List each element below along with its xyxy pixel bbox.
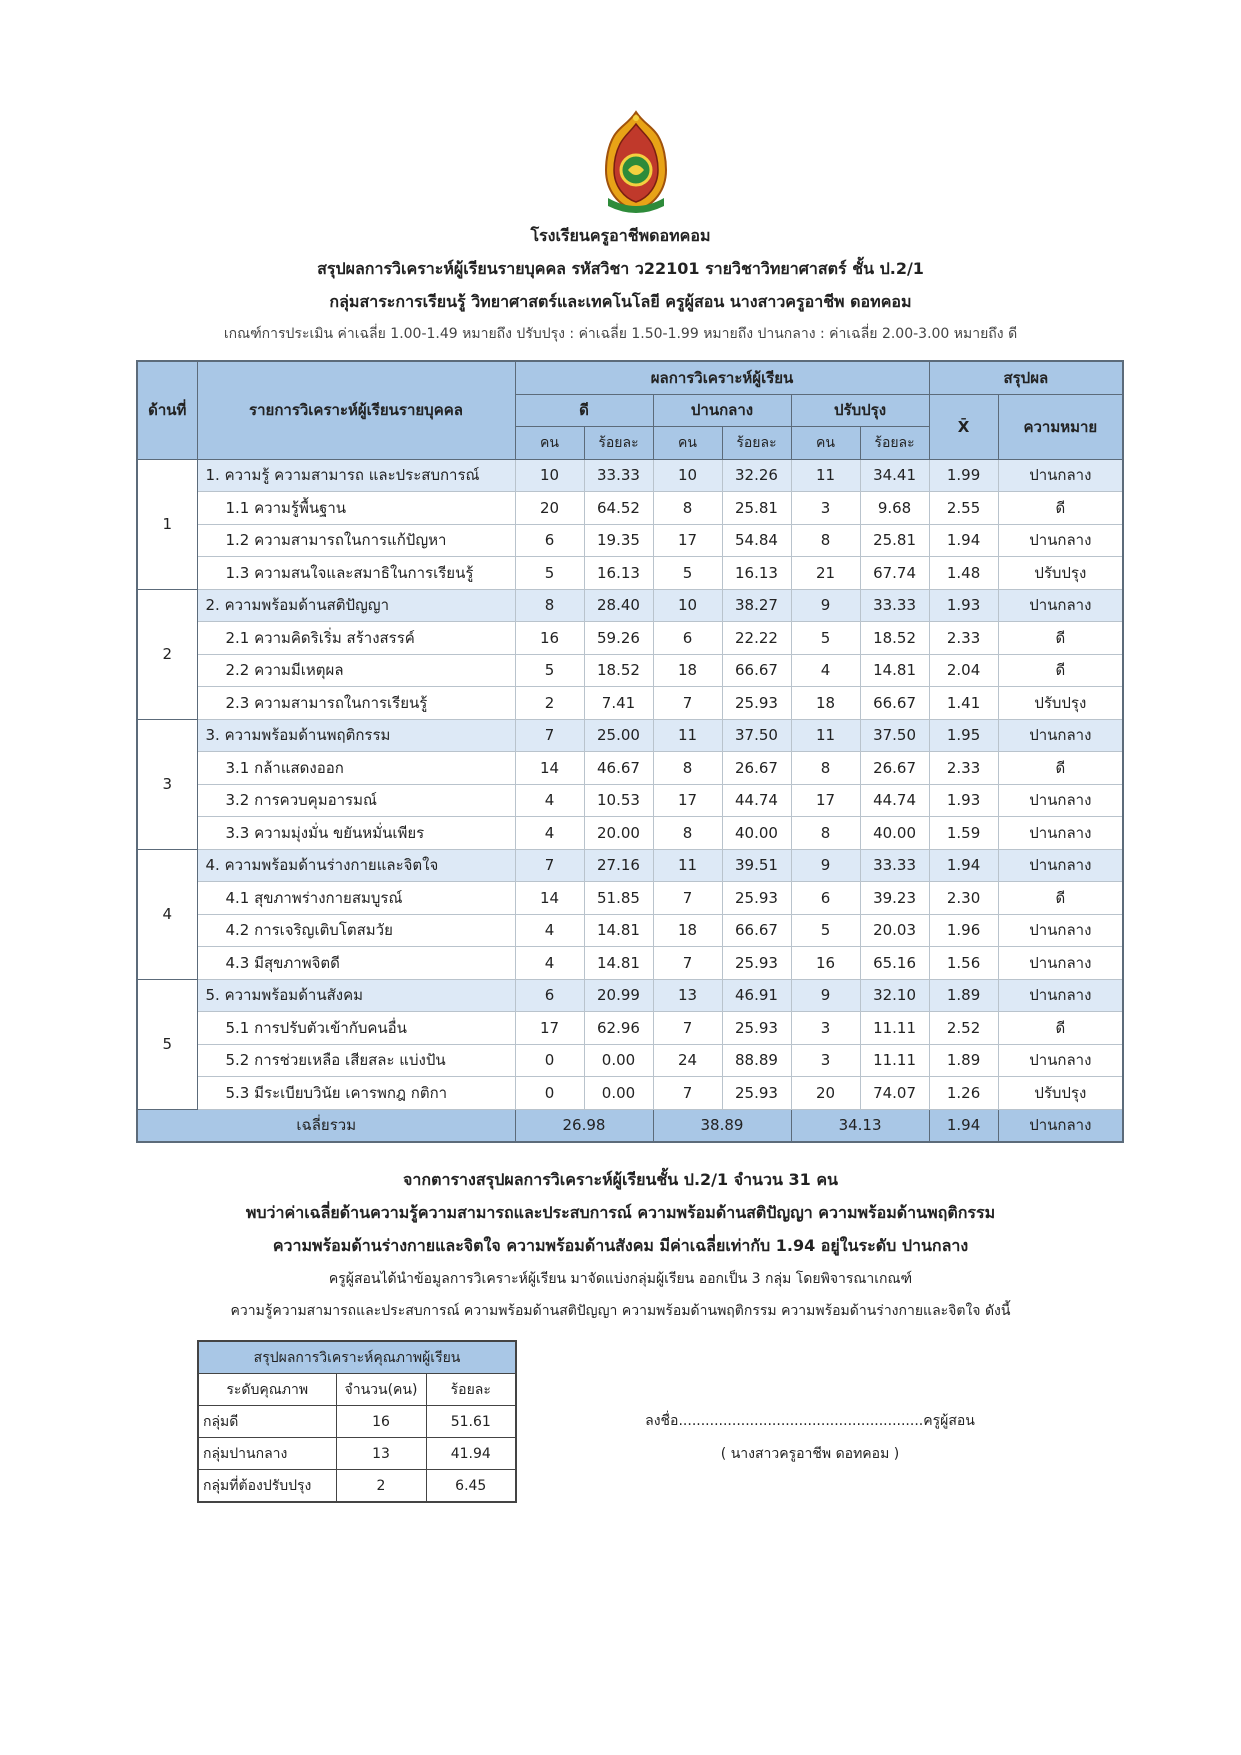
summary-line-2: พบว่าค่าเฉลี่ยด้านความรู้ความสามารถและประสบการณ์ ความพร้อมด้านสติปัญญา ความพร้อมด้านพฤติกรรม — [245, 1203, 996, 1222]
count-cell: 10 — [515, 459, 584, 492]
item-label: 5.3 มีระเบียบวินัย เคารพกฎ กติกา — [197, 1077, 515, 1110]
count-cell: 17 — [653, 784, 722, 817]
item-row — [137, 1012, 1123, 1045]
count-cell: 18 — [791, 687, 860, 720]
percent-cell: 19.35 — [584, 524, 653, 557]
quality-percent: 41.94 — [426, 1438, 516, 1470]
count-cell: 7 — [653, 1077, 722, 1110]
side-number: 3 — [137, 719, 197, 849]
percent-cell: 25.93 — [722, 1012, 791, 1045]
average-mid: 38.89 — [653, 1109, 791, 1142]
percent-cell: 65.16 — [860, 947, 929, 980]
count-cell: 4 — [515, 914, 584, 947]
quality-level: กลุ่มดี — [198, 1406, 336, 1438]
percent-cell: 66.67 — [722, 914, 791, 947]
count-header: คน — [653, 427, 722, 460]
level-good-header: ดี — [515, 394, 653, 427]
quality-count: 13 — [336, 1438, 426, 1470]
quality-level-header: ระดับคุณภาพ — [198, 1374, 336, 1406]
percent-cell: 11.11 — [860, 1012, 929, 1045]
percent-cell: 34.41 — [860, 459, 929, 492]
item-label: 4.1 สุขภาพร่างกายสมบูรณ์ — [197, 882, 515, 915]
count-cell: 21 — [791, 557, 860, 590]
mean-cell: 1.89 — [929, 1044, 998, 1077]
mean-cell: 1.95 — [929, 719, 998, 752]
meaning-cell: ดี — [998, 622, 1123, 655]
item-label: 1.1 ความรู้พื้นฐาน — [197, 492, 515, 525]
percent-cell: 14.81 — [860, 654, 929, 687]
count-cell: 5 — [515, 557, 584, 590]
count-cell: 11 — [653, 849, 722, 882]
quality-level: กลุ่มปานกลาง — [198, 1438, 336, 1470]
item-row — [137, 1077, 1123, 1110]
percent-cell: 66.67 — [722, 654, 791, 687]
count-cell: 13 — [653, 979, 722, 1012]
meaning-cell: ปานกลาง — [998, 817, 1123, 850]
item-label: 2.2 ความมีเหตุผล — [197, 654, 515, 687]
percent-cell: 33.33 — [860, 589, 929, 622]
percent-cell: 46.67 — [584, 752, 653, 785]
percent-cell: 37.50 — [722, 719, 791, 752]
percent-cell: 25.81 — [722, 492, 791, 525]
item-label: 4.3 มีสุขภาพจิตดี — [197, 947, 515, 980]
count-cell: 8 — [653, 492, 722, 525]
col-item-header: รายการวิเคราะห์ผู้เรียนรายบุคคล — [197, 361, 515, 459]
count-cell: 10 — [653, 459, 722, 492]
mean-cell: 1.26 — [929, 1077, 998, 1110]
mean-cell: 1.89 — [929, 979, 998, 1012]
mean-cell: 1.96 — [929, 914, 998, 947]
count-cell: 11 — [653, 719, 722, 752]
count-cell: 4 — [515, 947, 584, 980]
mean-cell: 1.94 — [929, 849, 998, 882]
mean-cell: 2.30 — [929, 882, 998, 915]
count-cell: 8 — [515, 589, 584, 622]
count-cell: 8 — [653, 817, 722, 850]
percent-cell: 46.91 — [722, 979, 791, 1012]
count-cell: 18 — [653, 654, 722, 687]
quality-percent-header: ร้อยละ — [426, 1374, 516, 1406]
count-cell: 4 — [515, 817, 584, 850]
count-cell: 7 — [515, 849, 584, 882]
percent-cell: 39.51 — [722, 849, 791, 882]
mean-cell: 2.52 — [929, 1012, 998, 1045]
percent-cell: 67.74 — [860, 557, 929, 590]
summary-line-1: จากตารางสรุปผลการวิเคราะห์ผู้เรียนชั้น ป.2/1 จำนวน 31 คน — [403, 1170, 838, 1189]
quality-title: สรุปผลการวิเคราะห์คุณภาพผู้เรียน — [198, 1341, 516, 1374]
percent-cell: 39.23 — [860, 882, 929, 915]
meaning-cell: ดี — [998, 492, 1123, 525]
side-number: 1 — [137, 459, 197, 589]
meaning-cell: ดี — [998, 1012, 1123, 1045]
percent-cell: 7.41 — [584, 687, 653, 720]
item-label: 3. ความพร้อมด้านพฤติกรรม — [197, 719, 515, 752]
col-side-header: ด้านที่ — [137, 361, 197, 459]
item-row — [137, 557, 1123, 590]
percent-cell: 32.10 — [860, 979, 929, 1012]
percent-cell: 20.99 — [584, 979, 653, 1012]
mean-cell: 1.48 — [929, 557, 998, 590]
count-cell: 2 — [515, 687, 584, 720]
count-cell: 6 — [791, 882, 860, 915]
count-cell: 3 — [791, 1012, 860, 1045]
quality-percent: 6.45 — [426, 1470, 516, 1503]
meaning-cell: ปานกลาง — [998, 1044, 1123, 1077]
item-label: 3.1 กล้าแสดงออก — [197, 752, 515, 785]
mean-cell: 2.33 — [929, 752, 998, 785]
count-cell: 17 — [653, 524, 722, 557]
average-mean: 1.94 — [929, 1109, 998, 1142]
group-row — [137, 589, 1123, 622]
item-row — [137, 524, 1123, 557]
group-row — [137, 459, 1123, 492]
meaning-cell: ปานกลาง — [998, 849, 1123, 882]
item-row — [137, 492, 1123, 525]
quality-count: 2 — [336, 1470, 426, 1503]
percent-cell: 14.81 — [584, 947, 653, 980]
percent-cell: 16.13 — [584, 557, 653, 590]
mean-cell: 2.33 — [929, 622, 998, 655]
count-cell: 11 — [791, 459, 860, 492]
percent-cell: 18.52 — [860, 622, 929, 655]
count-cell: 8 — [653, 752, 722, 785]
col-summary-header: สรุปผล — [929, 361, 1123, 394]
percent-cell: 26.67 — [722, 752, 791, 785]
percent-cell: 25.93 — [722, 1077, 791, 1110]
percent-cell: 11.11 — [860, 1044, 929, 1077]
percent-cell: 9.68 — [860, 492, 929, 525]
item-row — [137, 1044, 1123, 1077]
percent-cell: 51.85 — [584, 882, 653, 915]
count-cell: 8 — [791, 817, 860, 850]
evaluation-criteria: เกณฑ์การประเมิน ค่าเฉลี่ย 1.00-1.49 หมายถึง ปรับปรุง : ค่าเฉลี่ย 1.50-1.99 หมายถึง ปานกลาง : ค่าเฉลี่ย 2.00-3.00 หมายถึง ดี — [223, 326, 1018, 342]
mean-cell: 1.99 — [929, 459, 998, 492]
average-good: 26.98 — [515, 1109, 653, 1142]
count-cell: 10 — [653, 589, 722, 622]
count-cell: 4 — [791, 654, 860, 687]
percent-cell: 88.89 — [722, 1044, 791, 1077]
meaning-cell: ปานกลาง — [998, 719, 1123, 752]
percent-cell: 0.00 — [584, 1044, 653, 1077]
count-header: คน — [515, 427, 584, 460]
count-cell: 5 — [791, 622, 860, 655]
average-meaning: ปานกลาง — [998, 1109, 1123, 1142]
item-label: 1. ความรู้ ความสามารถ และประสบการณ์ — [197, 459, 515, 492]
item-label: 2. ความพร้อมด้านสติปัญญา — [197, 589, 515, 622]
quality-table — [197, 1340, 517, 1503]
item-label: 5. ความพร้อมด้านสังคม — [197, 979, 515, 1012]
item-row — [137, 752, 1123, 785]
item-label: 3.3 ความมุ่งมั่น ขยันหมั่นเพียร — [197, 817, 515, 850]
count-cell: 17 — [515, 1012, 584, 1045]
count-cell: 20 — [515, 492, 584, 525]
count-cell: 18 — [653, 914, 722, 947]
count-cell: 0 — [515, 1044, 584, 1077]
item-label: 4. ความพร้อมด้านร่างกายและจิตใจ — [197, 849, 515, 882]
meaning-header: ความหมาย — [998, 394, 1123, 459]
meaning-cell: ปานกลาง — [998, 589, 1123, 622]
meaning-cell: ปานกลาง — [998, 524, 1123, 557]
quality-row — [198, 1470, 516, 1503]
quality-level: กลุ่มที่ต้องปรับปรุง — [198, 1470, 336, 1503]
percent-cell: 74.07 — [860, 1077, 929, 1110]
count-cell: 5 — [653, 557, 722, 590]
percent-cell: 37.50 — [860, 719, 929, 752]
percent-cell: 33.33 — [860, 849, 929, 882]
summary-line-4: ครูผู้สอนได้นำข้อมูลการวิเคราะห์ผู้เรียน มาจัดแบ่งกลุ่มผู้เรียน ออกเป็น 3 กลุ่ม โดยพิจารณาเกณฑ์ — [328, 1271, 913, 1287]
level-improve-header: ปรับปรุง — [791, 394, 929, 427]
report-title: สรุปผลการวิเคราะห์ผู้เรียนรายบุคคล รหัสวิชา ว22101 รายวิชาวิทยาศาสตร์ ชั้น ป.2/1 — [317, 259, 924, 278]
percent-cell: 27.16 — [584, 849, 653, 882]
school-name: โรงเรียนครูอาชีพดอทคอม — [530, 226, 711, 245]
percent-cell: 0.00 — [584, 1077, 653, 1110]
percent-cell: 25.93 — [722, 882, 791, 915]
count-cell: 16 — [791, 947, 860, 980]
meaning-cell: ปานกลาง — [998, 947, 1123, 980]
percent-header: ร้อยละ — [584, 427, 653, 460]
item-label: 5.2 การช่วยเหลือ เสียสละ แบ่งปัน — [197, 1044, 515, 1077]
mean-cell: 1.41 — [929, 687, 998, 720]
percent-cell: 40.00 — [860, 817, 929, 850]
percent-cell: 66.67 — [860, 687, 929, 720]
item-label: 3.2 การควบคุมอารมณ์ — [197, 784, 515, 817]
count-header: คน — [791, 427, 860, 460]
percent-cell: 25.93 — [722, 947, 791, 980]
group-row — [137, 719, 1123, 752]
percent-cell: 54.84 — [722, 524, 791, 557]
item-row — [137, 947, 1123, 980]
quality-percent: 51.61 — [426, 1406, 516, 1438]
item-row — [137, 654, 1123, 687]
count-cell: 4 — [515, 784, 584, 817]
item-label: 5.1 การปรับตัวเข้ากับคนอื่น — [197, 1012, 515, 1045]
item-row — [137, 882, 1123, 915]
percent-cell: 20.03 — [860, 914, 929, 947]
item-row — [137, 622, 1123, 655]
percent-cell: 44.74 — [722, 784, 791, 817]
meaning-cell: ปานกลาง — [998, 784, 1123, 817]
percent-cell: 25.81 — [860, 524, 929, 557]
percent-header: ร้อยละ — [722, 427, 791, 460]
count-cell: 3 — [791, 492, 860, 525]
percent-cell: 22.22 — [722, 622, 791, 655]
count-cell: 7 — [515, 719, 584, 752]
mean-cell: 1.93 — [929, 589, 998, 622]
meaning-cell: ปานกลาง — [998, 459, 1123, 492]
meaning-cell: ดี — [998, 882, 1123, 915]
item-row — [137, 914, 1123, 947]
count-cell: 0 — [515, 1077, 584, 1110]
count-cell: 8 — [791, 524, 860, 557]
quality-row — [198, 1406, 516, 1438]
group-row — [137, 849, 1123, 882]
meaning-cell: ดี — [998, 752, 1123, 785]
percent-cell: 59.26 — [584, 622, 653, 655]
item-label: 4.2 การเจริญเติบโตสมวัย — [197, 914, 515, 947]
percent-cell: 25.93 — [722, 687, 791, 720]
percent-cell: 40.00 — [722, 817, 791, 850]
count-cell: 6 — [653, 622, 722, 655]
count-cell: 7 — [653, 1012, 722, 1045]
mean-cell: 2.55 — [929, 492, 998, 525]
count-cell: 6 — [515, 979, 584, 1012]
meaning-cell: ปรับปรุง — [998, 687, 1123, 720]
count-cell: 16 — [515, 622, 584, 655]
side-number: 4 — [137, 849, 197, 979]
average-improve: 34.13 — [791, 1109, 929, 1142]
side-number: 2 — [137, 589, 197, 719]
mean-cell: 2.04 — [929, 654, 998, 687]
item-row — [137, 784, 1123, 817]
count-cell: 14 — [515, 752, 584, 785]
percent-cell: 44.74 — [860, 784, 929, 817]
count-cell: 3 — [791, 1044, 860, 1077]
percent-cell: 20.00 — [584, 817, 653, 850]
percent-header: ร้อยละ — [860, 427, 929, 460]
col-results-header: ผลการวิเคราะห์ผู้เรียน — [515, 361, 929, 394]
meaning-cell: ปานกลาง — [998, 914, 1123, 947]
count-cell: 9 — [791, 979, 860, 1012]
side-number: 5 — [137, 979, 197, 1109]
item-label: 1.3 ความสนใจและสมาธิในการเรียนรู้ — [197, 557, 515, 590]
item-label: 1.2 ความสามารถในการแก้ปัญหา — [197, 524, 515, 557]
meaning-cell: ดี — [998, 654, 1123, 687]
signature-line: ลงชื่อ.......................................................ครูผู้สอน — [645, 1413, 975, 1429]
count-cell: 5 — [515, 654, 584, 687]
percent-cell: 16.13 — [722, 557, 791, 590]
meaning-cell: ปรับปรุง — [998, 557, 1123, 590]
count-cell: 9 — [791, 589, 860, 622]
mean-header: X̄ — [929, 394, 998, 459]
average-row — [137, 1109, 1123, 1142]
summary-line-3: ความพร้อมด้านร่างกายและจิตใจ ความพร้อมด้านสังคม มีค่าเฉลี่ยเท่ากับ 1.94 อยู่ในระดับ ปานกลาง — [272, 1236, 969, 1255]
mean-cell: 1.93 — [929, 784, 998, 817]
item-label: 2.3 ความสามารถในการเรียนรู้ — [197, 687, 515, 720]
count-cell: 20 — [791, 1077, 860, 1110]
signature-name: ( นางสาวครูอาชีพ ดอทคอม ) — [720, 1446, 900, 1462]
school-emblem-icon — [598, 110, 674, 214]
count-cell: 24 — [653, 1044, 722, 1077]
quality-count: 16 — [336, 1406, 426, 1438]
count-cell: 8 — [791, 752, 860, 785]
percent-cell: 14.81 — [584, 914, 653, 947]
count-cell: 7 — [653, 947, 722, 980]
item-label: 2.1 ความคิดริเริ่ม สร้างสรรค์ — [197, 622, 515, 655]
mean-cell: 1.59 — [929, 817, 998, 850]
quality-count-header: จำนวน(คน) — [336, 1374, 426, 1406]
percent-cell: 18.52 — [584, 654, 653, 687]
count-cell: 17 — [791, 784, 860, 817]
item-row — [137, 817, 1123, 850]
mean-cell: 1.94 — [929, 524, 998, 557]
count-cell: 5 — [791, 914, 860, 947]
percent-cell: 26.67 — [860, 752, 929, 785]
count-cell: 7 — [653, 687, 722, 720]
count-cell: 14 — [515, 882, 584, 915]
meaning-cell: ปรับปรุง — [998, 1077, 1123, 1110]
percent-cell: 28.40 — [584, 589, 653, 622]
percent-cell: 25.00 — [584, 719, 653, 752]
count-cell: 11 — [791, 719, 860, 752]
percent-cell: 62.96 — [584, 1012, 653, 1045]
average-label: เฉลี่ยรวม — [137, 1109, 515, 1142]
percent-cell: 32.26 — [722, 459, 791, 492]
group-row — [137, 979, 1123, 1012]
report-subtitle: กลุ่มสาระการเรียนรู้ วิทยาศาสตร์และเทคโนโลยี ครูผู้สอน นางสาวครูอาชีพ ดอทคอม — [329, 292, 912, 311]
percent-cell: 38.27 — [722, 589, 791, 622]
percent-cell: 33.33 — [584, 459, 653, 492]
count-cell: 9 — [791, 849, 860, 882]
count-cell: 6 — [515, 524, 584, 557]
mean-cell: 1.56 — [929, 947, 998, 980]
item-row — [137, 687, 1123, 720]
percent-cell: 10.53 — [584, 784, 653, 817]
level-mid-header: ปานกลาง — [653, 394, 791, 427]
quality-row — [198, 1438, 516, 1470]
percent-cell: 64.52 — [584, 492, 653, 525]
meaning-cell: ปานกลาง — [998, 979, 1123, 1012]
summary-line-5: ความรู้ความสามารถและประสบการณ์ ความพร้อมด้านสติปัญญา ความพร้อมด้านพฤติกรรม ความพร้อมด้านร่างกายและจิตใจ ดังนี้ — [230, 1303, 1011, 1319]
analysis-table — [136, 360, 1124, 1143]
count-cell: 7 — [653, 882, 722, 915]
